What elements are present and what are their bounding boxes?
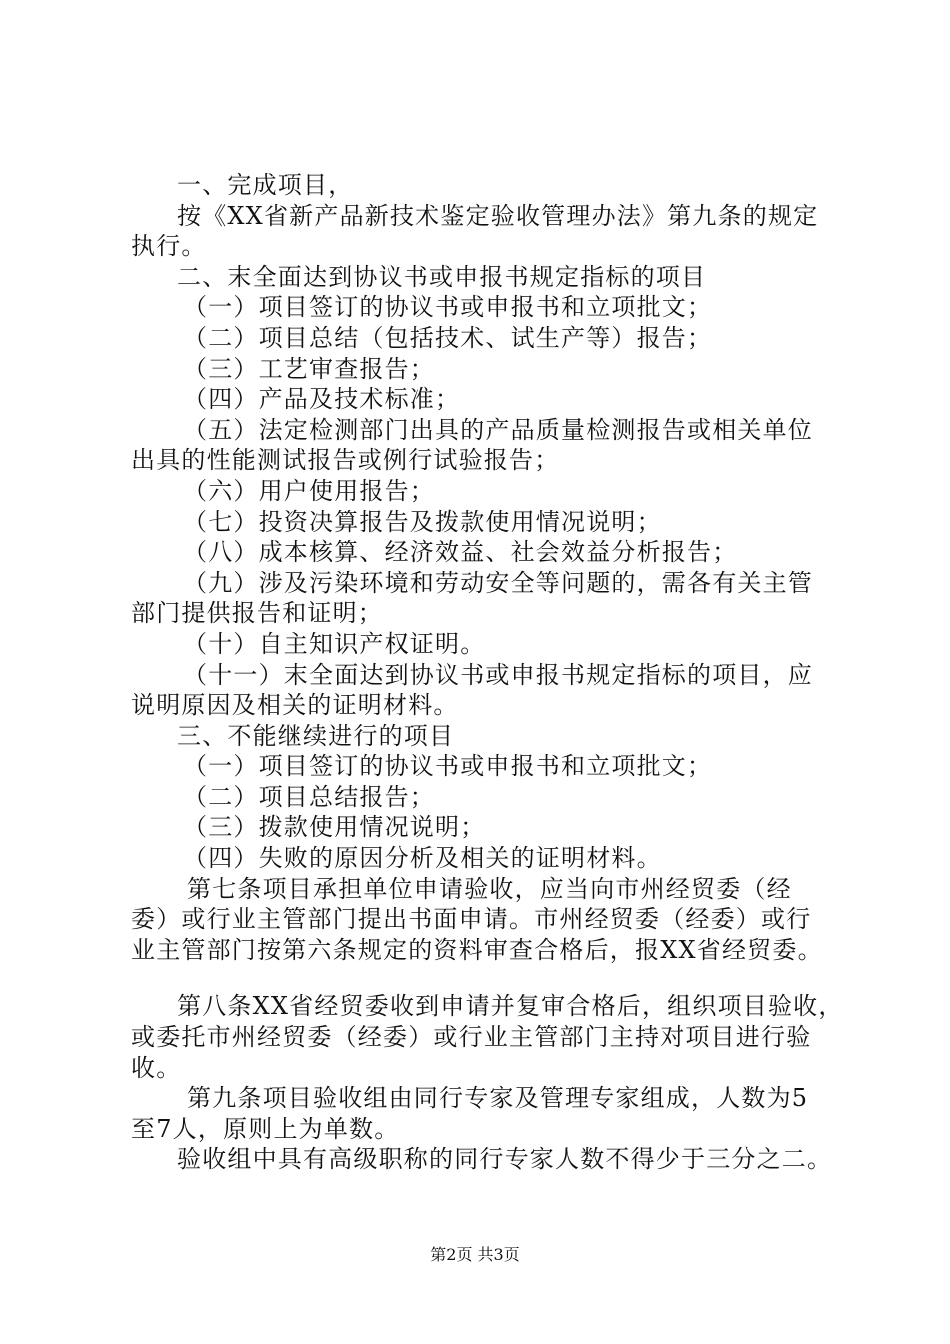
paragraph-gap (131, 965, 836, 991)
list-item-continuation: 部门提供报告和证明； (131, 599, 383, 628)
list-item: （七）投资决算报告及拨款使用情况说明； (183, 507, 662, 536)
article-8-line: 收。 (131, 1053, 182, 1082)
list-item: （四）失败的原因分析及相关的证明材料。 (183, 844, 662, 873)
article-7-line: 第七条项目承担单位申请验收，应当向市州经贸委（经 (187, 874, 792, 903)
list-item: （九）涉及污染环境和劳动安全等问题的，需各有关主管 (183, 568, 813, 597)
list-item: （四）产品及技术标准； (183, 385, 461, 414)
list-item: （八）成本核算、经济效益、社会效益分析报告； (183, 538, 738, 567)
article-8-line: 或委托市州经贸委（经委）或行业主管部门主持对项目进行验 (131, 1023, 812, 1052)
list-item: （六）用户使用报告； (183, 476, 435, 505)
article-8-line: 第八条XX省经贸委收到申请并复审合格后，组织项目验收， (177, 992, 844, 1021)
list-item: （五）法定检测部门出具的产品质量检测报告或相关单位 (183, 415, 813, 444)
article-7-line: 业主管部门按第六条规定的资料审查合格后，报XX省经贸委。 (131, 935, 823, 964)
list-item: （二）项目总结报告； (183, 782, 435, 811)
article-9-line: 至7人，原则上为单数。 (131, 1114, 400, 1143)
list-item: （三）拨款使用情况说明； (183, 813, 486, 842)
heading-discontinued-projects: 三、不能继续进行的项目 (177, 721, 455, 750)
list-item: （十一）末全面达到协议书或申报书规定指标的项目，应 (183, 660, 813, 689)
article-7-line: 委）或行业主管部门提出书面申请。市州经贸委（经委）或行 (131, 905, 812, 934)
heading-incomplete-projects: 二、末全面达到协议书或申报书规定指标的项目 (177, 262, 707, 291)
heading-completed-projects: 一、完成项目， (177, 171, 354, 199)
list-item-continuation: 出具的性能测试报告或例行试验报告； (131, 446, 560, 475)
list-item: （十）自主知识产权证明。 (183, 629, 486, 658)
list-item: （二）项目总结（包括技术、试生产等）报告； (183, 323, 713, 352)
paragraph-line: 按《XX省新产品新技术鉴定验收管理办法》第九条的规定 (177, 201, 819, 230)
list-item-continuation: 说明原因及相关的证明材料。 (131, 691, 459, 720)
paragraph-line: 执行。 (131, 232, 207, 261)
list-item: （三）工艺审查报告； (183, 354, 435, 383)
list-item: （一）项目签订的协议书或申报书和立项批文； (183, 293, 713, 322)
document-body (131, 170, 844, 1175)
article-9-line: 第九条项目验收组由同行专家及管理专家组成，人数为5 (187, 1084, 809, 1113)
page-footer: 第2页 共3页 (430, 1245, 520, 1264)
list-item: （一）项目签订的协议书或申报书和立项批文； (183, 752, 713, 781)
article-9-line: 验收组中具有高级职称的同行专家人数不得少于三分之二。 (177, 1145, 833, 1174)
